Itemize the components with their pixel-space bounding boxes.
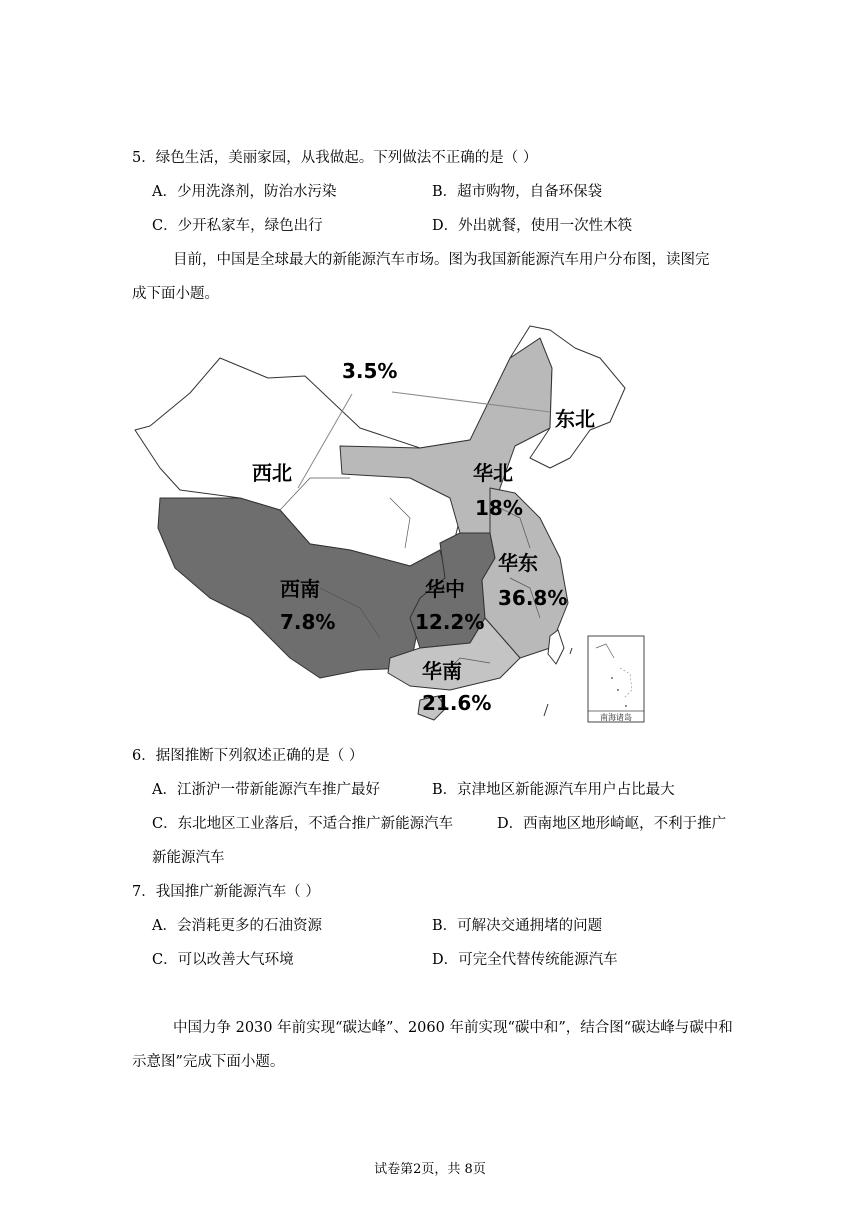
inset-island-dot [611,677,613,679]
label-xinan-name: 西南 [280,577,320,601]
q6-option-c: C．东北地区工业落后，不适合推广新能源汽车 [152,816,454,832]
intro2-line2: 示意图”完成下面小题。 [132,1054,285,1070]
china-nev-distribution-map [120,318,650,730]
inset-frame [588,636,644,722]
inset-island-dot [617,689,619,691]
label-huanan-name: 华南 [422,659,462,683]
q7-option-a: A．会消耗更多的石油资源 [152,918,322,934]
q7-option-b: B．可解决交通拥堵的问题 [432,918,603,934]
label-huazhong-name: 华中 [425,577,465,601]
q6-option-d: D．西南地区地形崎岖，不利于推广 [497,816,727,832]
label-xinan-value: 7.8% [280,610,336,634]
south-china-sea-inset [588,636,644,722]
label-huabei-name: 华北 [473,461,513,485]
intro1-line1: 目前，中国是全球最大的新能源汽车市场。图为我国新能源汽车用户分布图，读图完 [173,252,710,268]
intro2-line1: 中国力争 2030 年前实现“碳达峰”、2060 年前实现“碳中和”，结合图“碳达峰与碳中和 [173,1020,733,1036]
label-huanan-value: 21.6% [422,691,492,715]
page-footer: 试卷第2页，共 8页 [374,1162,486,1177]
inset-label: 南海诸岛 [600,713,632,722]
q7-option-c: C．可以改善大气环境 [152,952,294,968]
q7-option-d: D．可完全代替传统能源汽车 [432,952,618,968]
taiwan-island [548,630,564,664]
label-dongbei-value: 3.5% [342,359,398,383]
coast-dash [544,704,548,716]
q6-option-b: B．京津地区新能源汽车用户占比最大 [432,782,675,798]
q6-option-a: A．江浙沪一带新能源汽车推广最好 [152,782,380,798]
q5-option-b: B．超市购物，自备环保袋 [432,184,603,200]
coast-dash [570,648,572,654]
label-huabei-value: 18% [475,496,523,520]
q7-stem: 7．我国推广新能源汽车（ ） [132,884,320,900]
label-xibei-name: 西北 [252,461,292,485]
inset-island-dot [625,705,627,707]
label-huazhong-value: 12.2% [415,610,485,634]
intro1-line2: 成下面小题。 [132,286,219,302]
label-huadong-name: 华东 [498,551,538,575]
q6-option-d-continued: 新能源汽车 [152,850,225,866]
q5-option-c: C．少开私家车，绿色出行 [152,218,323,234]
label-dongbei-name: 东北 [555,407,595,431]
q6-stem: 6．据图推断下列叙述正确的是（ ） [132,748,364,764]
q5-option-a: A．少用洗涤剂，防治水污染 [152,184,337,200]
q5-option-d: D．外出就餐，使用一次性木筷 [432,218,633,234]
label-huadong-value: 36.8% [498,586,568,610]
q5-stem: 5．绿色生活，美丽家园，从我做起。下列做法不正确的是（ ） [132,150,538,166]
